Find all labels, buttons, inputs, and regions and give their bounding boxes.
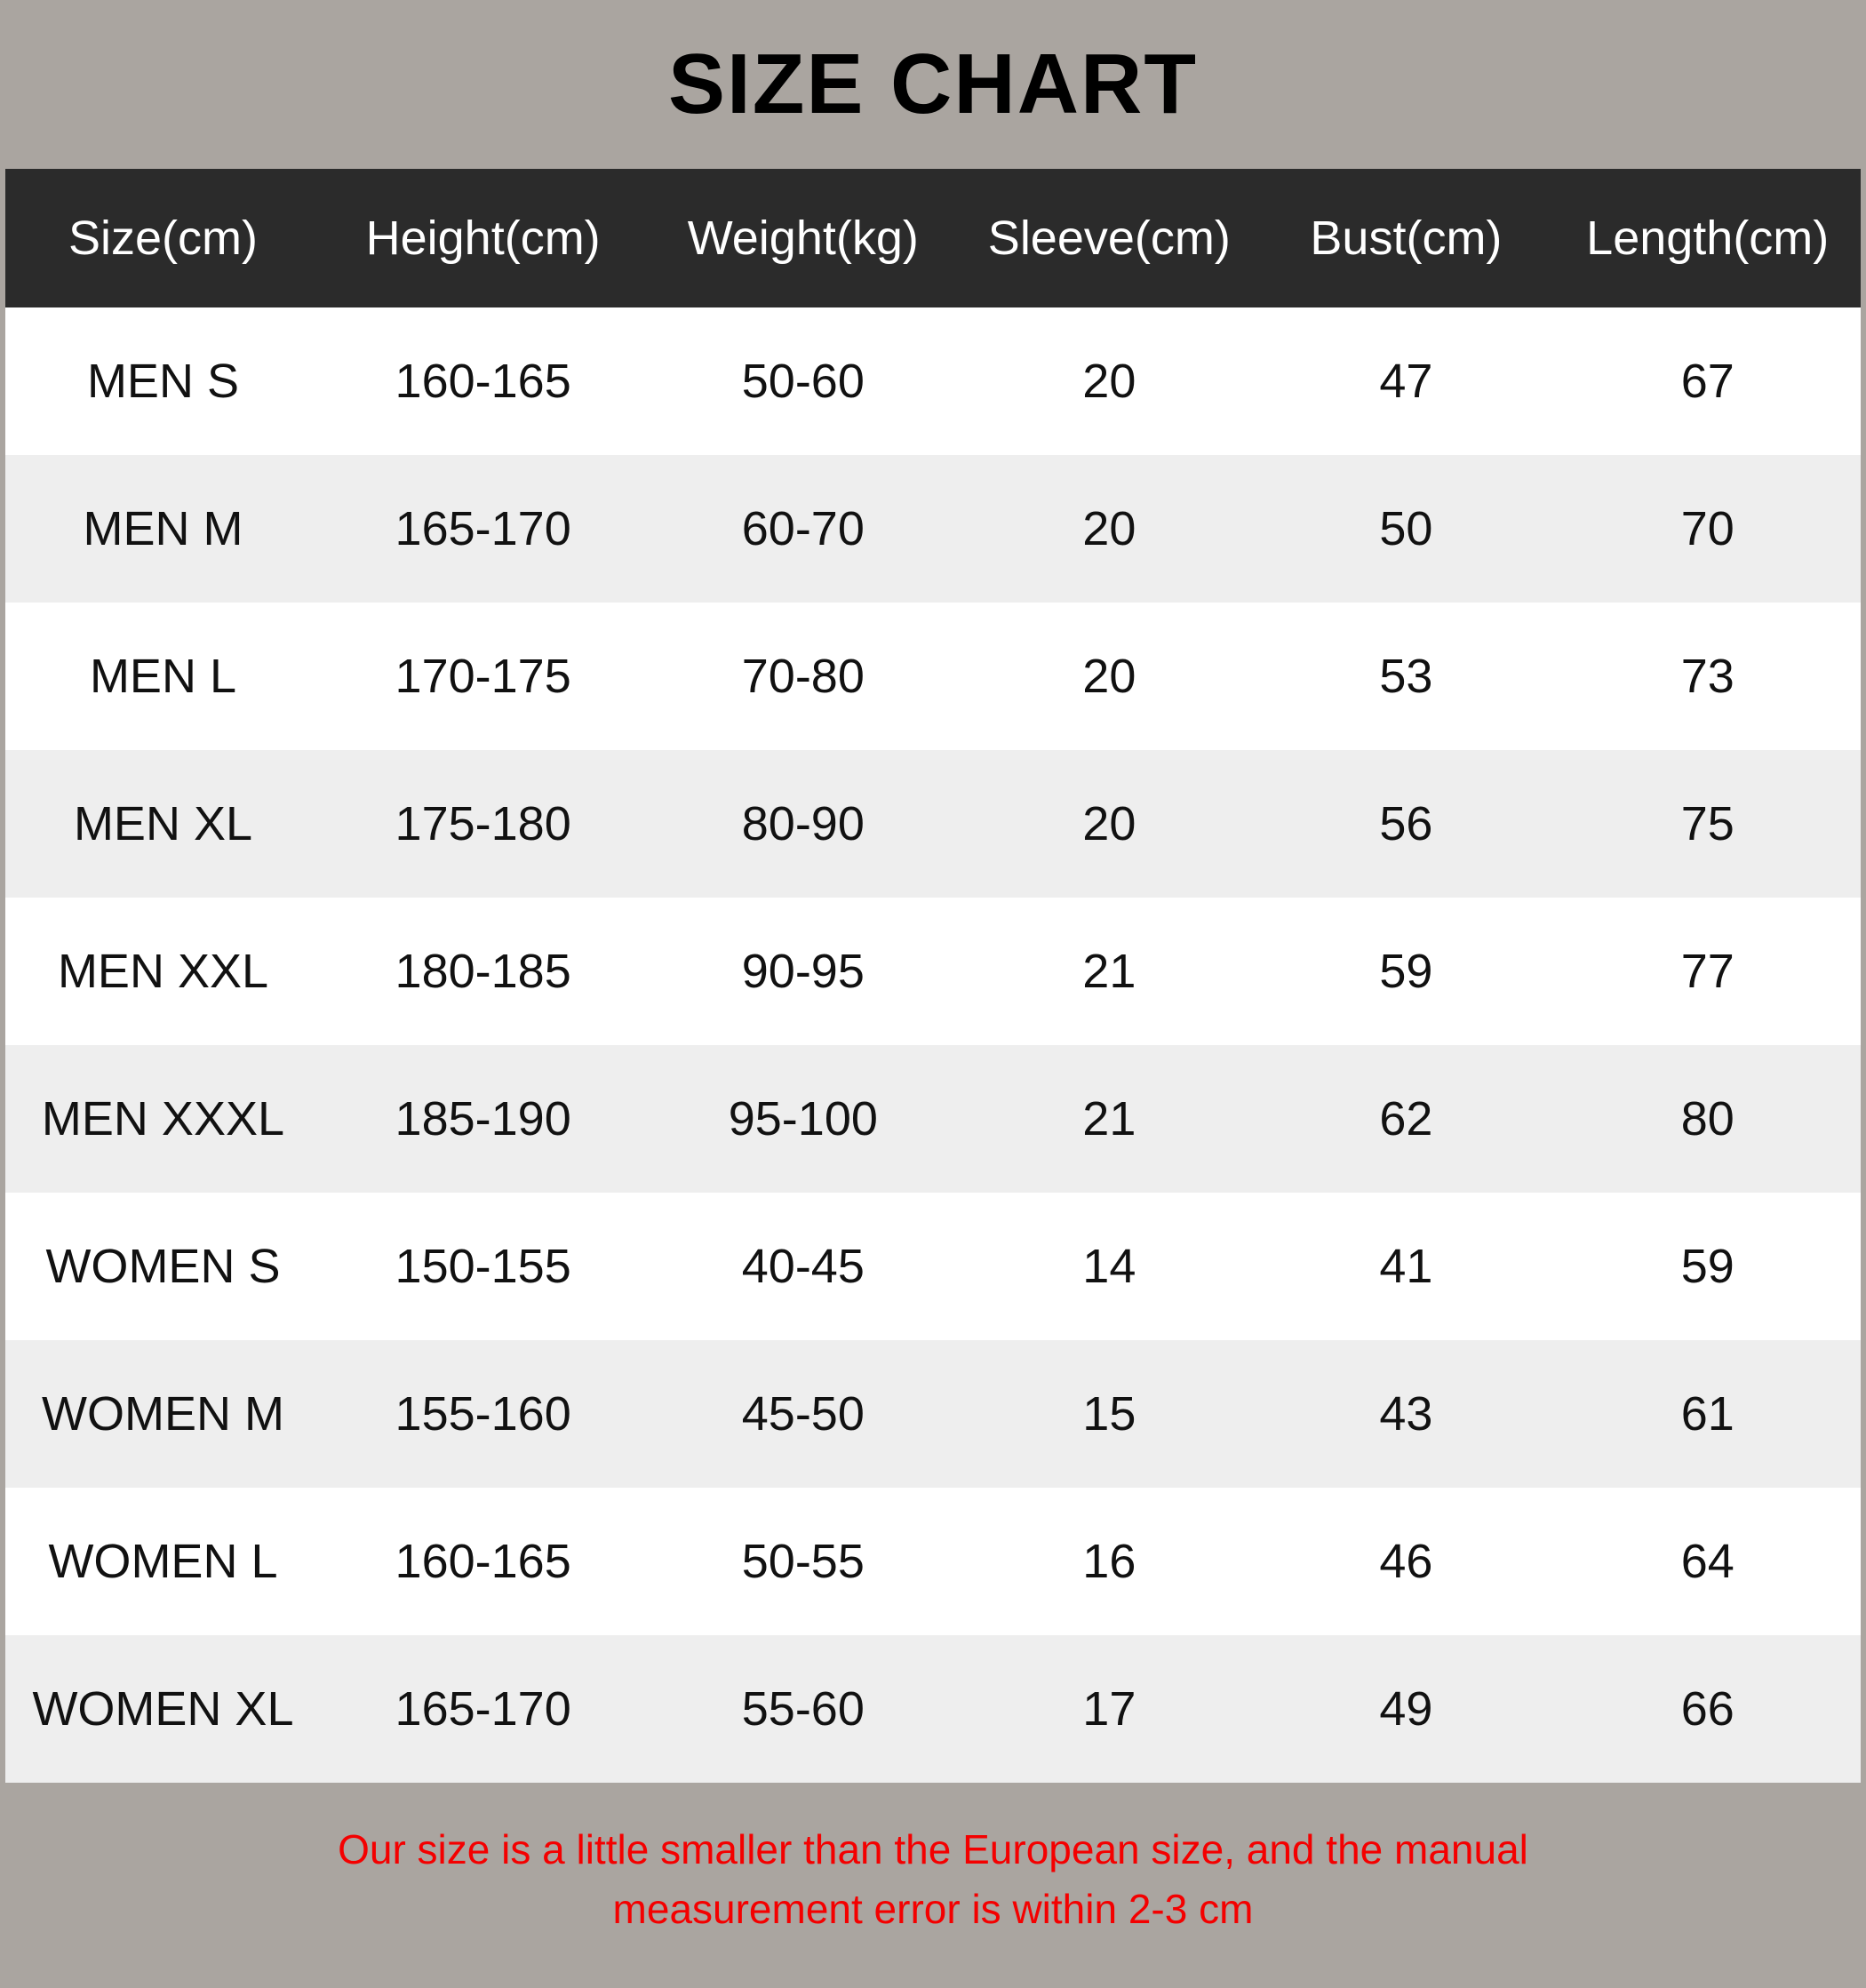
cell-bust: 59 [1257, 898, 1554, 1045]
table-row [5, 1635, 1861, 1783]
size-chart-table [5, 169, 1861, 1783]
cell-sleeve: 20 [961, 603, 1257, 750]
cell-size: MEN L [5, 603, 321, 750]
cell-size: WOMEN M [5, 1340, 321, 1488]
cell-length: 75 [1554, 750, 1861, 898]
cell-bust: 62 [1257, 1045, 1554, 1193]
cell-bust: 43 [1257, 1340, 1554, 1488]
cell-height: 170-175 [321, 603, 645, 750]
cell-sleeve: 14 [961, 1193, 1257, 1340]
cell-height: 165-170 [321, 455, 645, 603]
cell-length: 73 [1554, 603, 1861, 750]
footer-note [0, 1783, 1866, 1988]
cell-length: 70 [1554, 455, 1861, 603]
table-header [5, 169, 1861, 307]
cell-height: 175-180 [321, 750, 645, 898]
cell-weight: 50-60 [645, 307, 961, 455]
cell-weight: 70-80 [645, 603, 961, 750]
table-row [5, 1193, 1861, 1340]
cell-height: 155-160 [321, 1340, 645, 1488]
cell-height: 185-190 [321, 1045, 645, 1193]
table-row [5, 1340, 1861, 1488]
cell-bust: 53 [1257, 603, 1554, 750]
cell-height: 180-185 [321, 898, 645, 1045]
table-row [5, 750, 1861, 898]
title-bar [0, 0, 1866, 169]
cell-sleeve: 20 [961, 307, 1257, 455]
cell-length: 64 [1554, 1488, 1861, 1635]
column-header-height: Height(cm) [321, 169, 645, 307]
cell-height: 165-170 [321, 1635, 645, 1783]
table-row [5, 455, 1861, 603]
cell-bust: 56 [1257, 750, 1554, 898]
table-header-row [5, 169, 1861, 307]
column-header-size: Size(cm) [5, 169, 321, 307]
cell-size: MEN XL [5, 750, 321, 898]
cell-weight: 50-55 [645, 1488, 961, 1635]
cell-bust: 46 [1257, 1488, 1554, 1635]
cell-height: 160-165 [321, 1488, 645, 1635]
cell-height: 160-165 [321, 307, 645, 455]
cell-length: 67 [1554, 307, 1861, 455]
cell-height: 150-155 [321, 1193, 645, 1340]
column-header-bust: Bust(cm) [1257, 169, 1554, 307]
cell-sleeve: 21 [961, 1045, 1257, 1193]
table-row [5, 898, 1861, 1045]
column-header-sleeve: Sleeve(cm) [961, 169, 1257, 307]
cell-length: 59 [1554, 1193, 1861, 1340]
cell-weight: 55-60 [645, 1635, 961, 1783]
cell-sleeve: 16 [961, 1488, 1257, 1635]
cell-size: MEN XXL [5, 898, 321, 1045]
cell-length: 80 [1554, 1045, 1861, 1193]
cell-bust: 49 [1257, 1635, 1554, 1783]
cell-sleeve: 20 [961, 455, 1257, 603]
cell-length: 77 [1554, 898, 1861, 1045]
table-row [5, 307, 1861, 455]
column-header-weight: Weight(kg) [645, 169, 961, 307]
cell-weight: 45-50 [645, 1340, 961, 1488]
cell-size: MEN M [5, 455, 321, 603]
cell-size: WOMEN XL [5, 1635, 321, 1783]
size-chart-table-wrapper [0, 169, 1866, 1783]
cell-size: WOMEN S [5, 1193, 321, 1340]
cell-bust: 41 [1257, 1193, 1554, 1340]
cell-length: 61 [1554, 1340, 1861, 1488]
table-row [5, 1488, 1861, 1635]
footer-note-line-1: Our size is a little smaller than the European size, and the manual [338, 1825, 1528, 1872]
cell-size: MEN XXXL [5, 1045, 321, 1193]
cell-bust: 50 [1257, 455, 1554, 603]
cell-sleeve: 21 [961, 898, 1257, 1045]
cell-sleeve: 15 [961, 1340, 1257, 1488]
cell-sleeve: 17 [961, 1635, 1257, 1783]
column-header-length: Length(cm) [1554, 169, 1861, 307]
cell-weight: 95-100 [645, 1045, 961, 1193]
cell-weight: 40-45 [645, 1193, 961, 1340]
cell-weight: 90-95 [645, 898, 961, 1045]
table-row [5, 603, 1861, 750]
page-title: SIZE CHART [668, 36, 1198, 132]
table-body [5, 307, 1861, 1783]
cell-length: 66 [1554, 1635, 1861, 1783]
cell-size: MEN S [5, 307, 321, 455]
cell-size: WOMEN L [5, 1488, 321, 1635]
cell-sleeve: 20 [961, 750, 1257, 898]
footer-note-line-2: measurement error is within 2-3 cm [612, 1885, 1254, 1932]
table-row [5, 1045, 1861, 1193]
cell-weight: 80-90 [645, 750, 961, 898]
cell-bust: 47 [1257, 307, 1554, 455]
cell-weight: 60-70 [645, 455, 961, 603]
